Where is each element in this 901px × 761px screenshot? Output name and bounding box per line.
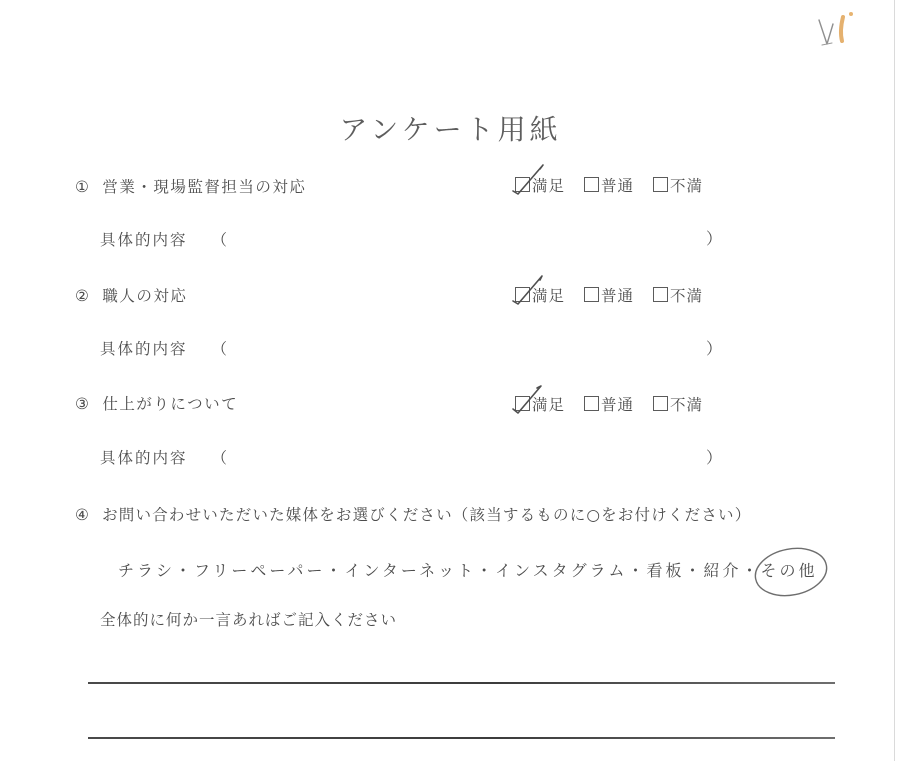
option-label: 不満: [670, 287, 704, 305]
media-options-line: [118, 558, 818, 581]
corner-pen-mark-icon: [812, 8, 864, 58]
close-paren: ）: [706, 339, 723, 358]
close-paren: ）: [706, 229, 723, 248]
question-2-label: [75, 284, 187, 306]
page-title: アンケート用紙: [339, 113, 562, 146]
option-label: 普通: [601, 177, 635, 195]
question-1-detail: [100, 228, 229, 250]
question-3-number: ③: [75, 395, 91, 413]
checkbox-q2-dissatisfied[interactable]: [653, 287, 668, 302]
open-paren: （: [211, 231, 230, 249]
checkbox-q2-normal[interactable]: [584, 287, 599, 302]
comment-line-1[interactable]: [88, 682, 835, 684]
checkbox-q1-satisfied[interactable]: [515, 177, 530, 192]
option-dissatisfied: [653, 174, 703, 196]
comment-prompt: 全体的に何か一言あればご記入ください: [100, 611, 398, 629]
option-label: 不満: [670, 177, 704, 195]
option-satisfied: [515, 174, 565, 196]
option-label: 満足: [532, 396, 566, 414]
option-label: 普通: [601, 396, 635, 414]
question-2-detail: [100, 337, 229, 359]
media-option-other: [760, 558, 817, 581]
detail-label: 具体的内容: [100, 340, 188, 358]
checkbox-q3-normal[interactable]: [584, 396, 599, 411]
open-paren: （: [211, 449, 230, 467]
option-label: 普通: [601, 287, 635, 305]
question-4-number: ④: [75, 506, 91, 524]
question-4-label: [75, 503, 751, 525]
question-3-text: 仕上がりについて: [102, 395, 239, 413]
option-satisfied: [515, 393, 565, 415]
question-1-label: [75, 175, 306, 197]
question-2-number: ②: [75, 287, 91, 305]
detail-label: 具体的内容: [100, 231, 188, 249]
question-2-text: 職人の対応: [102, 287, 188, 305]
option-satisfied: [515, 284, 565, 306]
media-options-text: チラシ・フリーペーパー・インターネット・インスタグラム・看板・紹介・: [118, 561, 761, 580]
option-normal: [584, 393, 634, 415]
option-normal: [584, 284, 634, 306]
question-4-text: お問い合わせいただいた媒体をお選びください（該当するものに○をお付けください）: [102, 506, 752, 524]
question-2-options: [515, 284, 703, 306]
checkbox-q1-dissatisfied[interactable]: [653, 177, 668, 192]
circled-option-label: その他: [760, 561, 818, 580]
checkbox-q3-dissatisfied[interactable]: [653, 396, 668, 411]
option-label: 満足: [532, 287, 566, 305]
checkbox-q2-satisfied[interactable]: [515, 287, 530, 302]
option-dissatisfied: [653, 284, 703, 306]
option-label: 満足: [532, 177, 566, 195]
comment-line-2[interactable]: [88, 737, 835, 739]
question-3-options: [515, 393, 703, 415]
question-1-text: 営業・現場監督担当の対応: [102, 178, 307, 196]
close-paren: ）: [706, 448, 723, 467]
checkbox-q1-normal[interactable]: [584, 177, 599, 192]
question-3-detail: [100, 446, 229, 468]
detail-label: 具体的内容: [100, 449, 188, 467]
question-1-options: [515, 174, 703, 196]
option-label: 不満: [670, 396, 704, 414]
checkbox-q3-satisfied[interactable]: [515, 396, 530, 411]
option-normal: [584, 174, 634, 196]
question-3-label: [75, 392, 238, 414]
open-paren: （: [211, 340, 230, 358]
question-1-number: ①: [75, 178, 91, 196]
option-dissatisfied: [653, 393, 703, 415]
